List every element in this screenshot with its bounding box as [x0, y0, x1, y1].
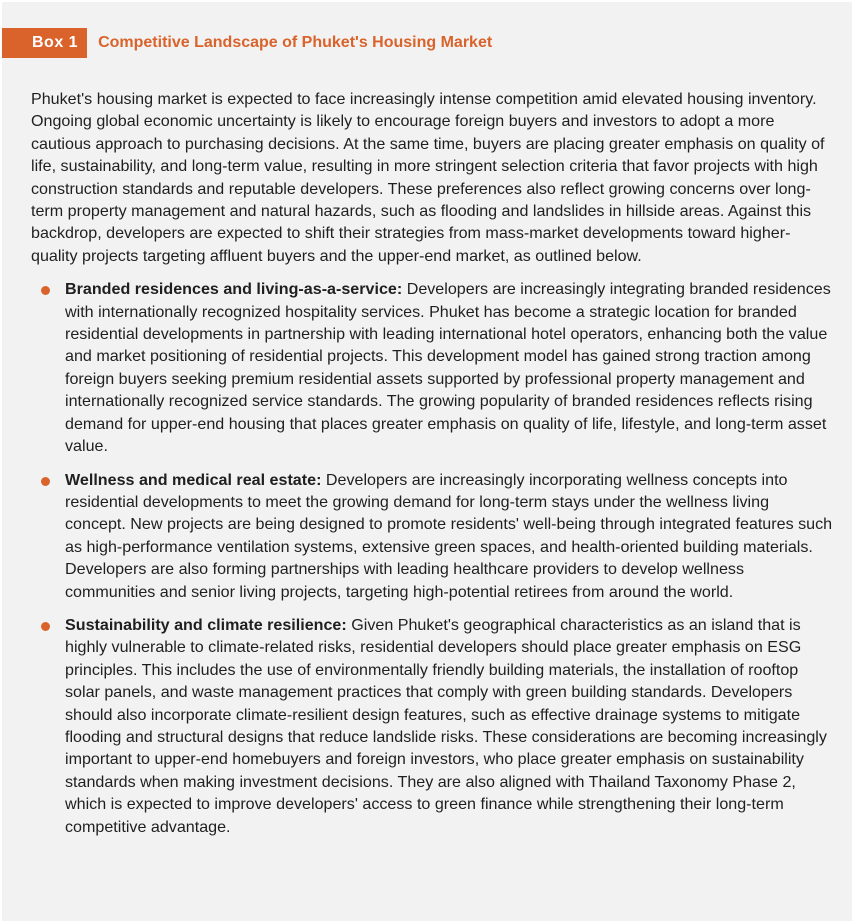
box-title: Competitive Landscape of Phuket's Housing Market	[98, 34, 493, 51]
bullet-dot-icon	[41, 477, 50, 486]
intro-paragraph: Phuket's housing market is expected to face increasingly intense competition amid elevated housing inventory. Ongoing global economic uncertainty is likely to encourage foreign buyers and investors to adopt a more cautious approach to purchasing decisions. At the same time, buyers are placing greater emphasis on quality of life, sustainability, and long-term value, resulting in more stringent selection criteria that favor projects with high construction standards and reputable developers. These preferences also reflect growing concerns over long-term property management and natural hazards, such as flooding and landslides in hillside areas. Against this backdrop, developers are expected to shift their strategies from mass-market developments toward higher-quality projects targeting affluent buyers and the upper-end market, as outlined below.	[31, 90, 825, 265]
box-panel	[2, 2, 852, 921]
box-tag: Box 1	[2, 28, 87, 58]
bullet-text: Developers are increasingly incorporating wellness concepts into residential developments to meet the growing demand for long-term stays under the wellness living concept. New projects are being designed to promote residents' well-being through integrated features such as high-performance ventilation systems, extensive green spaces, and health-oriented building materials. Developers are also forming partnerships with leading healthcare providers to develop wellness communities and senior living projects, targeting high-potential retirees from around the world.	[65, 470, 833, 601]
box-content	[31, 88, 834, 849]
bullet-item-branded-residences	[31, 278, 834, 457]
bullet-lead: Wellness and medical real estate:	[65, 470, 322, 489]
bullet-text: Given Phuket's geographical characteristics as an island that is highly vulnerable to climate-related risks, residential developers should place greater emphasis on ESG principles. This includes the use of environmentally friendly building materials, the installation of rooftop solar panels, and waste management practices that comply with green building standards. Developers should also incorporate climate-resilient design features, such as effective drainage systems to mitigate flooding and structural designs that reduce landslide risks. These considerations are becoming increasingly important to upper-end homebuyers and foreign investors, who place greater emphasis on sustainability standards when making investment decisions. They are also aligned with Thailand Taxonomy Phase 2, which is expected to improve developers' access to green finance while strengthening their long-term competitive advantage.	[65, 615, 827, 836]
bullet-dot-icon	[41, 622, 50, 631]
bullet-text: Developers are increasingly integrating branded residences with internationally recognized hospitality services. Phuket has become a strategic location for branded residential developments in partnership with leading international hotel operators, enhancing both the value and market positioning of residential projects. This development model has gained strong traction among foreign buyers seeking premium residential assets supported by professional property management and internationally recognized service standards. The growing popularity of branded residences reflects rising demand for upper-end housing that places greater emphasis on quality of life, lifestyle, and long-term asset value.	[65, 280, 831, 456]
bullet-item-wellness	[31, 469, 834, 603]
bullet-lead: Branded residences and living-as-a-service:	[65, 280, 403, 299]
bullet-lead: Sustainability and climate resilience:	[65, 615, 347, 634]
bullet-dot-icon	[41, 286, 50, 295]
bullet-list	[31, 278, 834, 838]
bullet-item-sustainability	[31, 614, 834, 838]
box-header	[2, 28, 492, 58]
